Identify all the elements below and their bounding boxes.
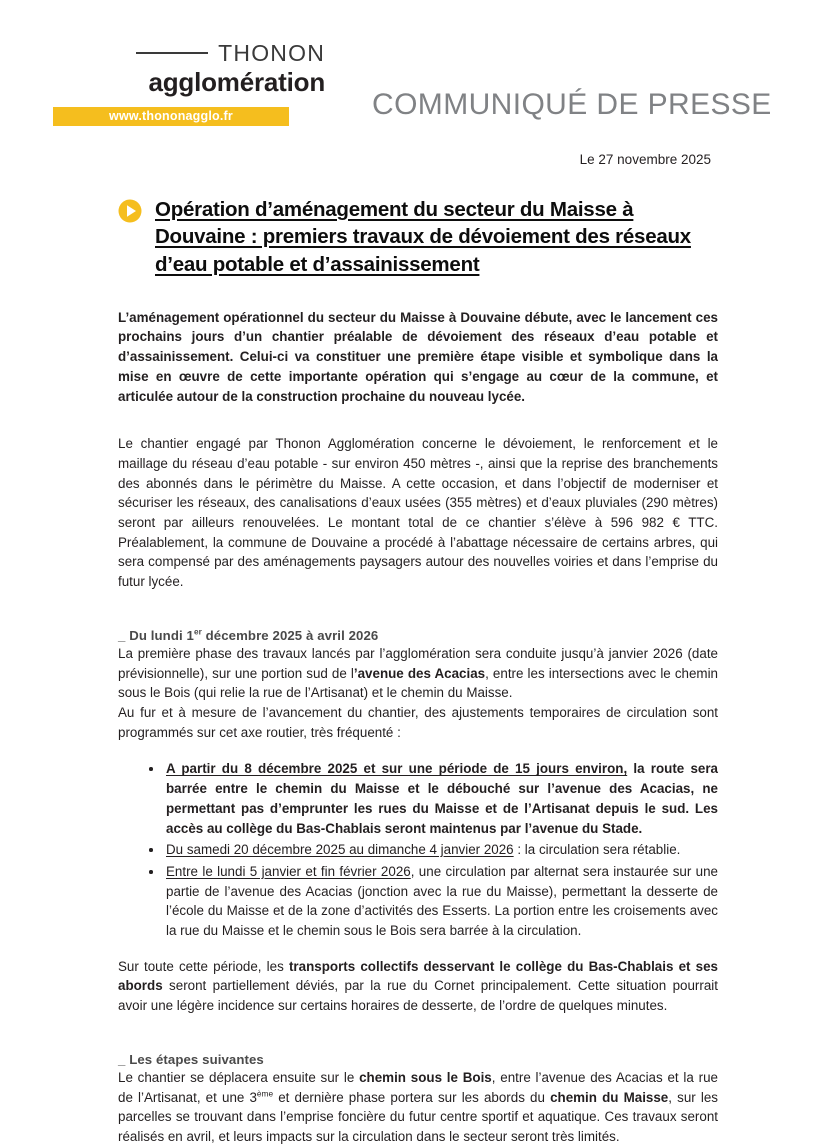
page-title-line-3: d’eau potable et d’assainissement	[155, 252, 480, 276]
bullet-2-date-range: Du samedi 20 décembre 2025 au dimanche 4 janvier 2026	[166, 842, 514, 858]
paragraph-public-transport	[118, 957, 718, 1016]
spacer	[118, 1033, 718, 1052]
bullet-3-date-range: Entre le lundi 5 janvier et fin février 2026	[166, 863, 411, 879]
bullet-2-description: : la circulation sera rétablie.	[513, 842, 681, 858]
section-heading-phase-1	[118, 628, 718, 643]
next-steps-part-3: et dernière phase portera sur les abords du	[273, 1089, 551, 1105]
phase-1-text-part-2: , entre les intersections avec le chemin sous le Bois (qui relie la rue de l’Artisanat) et le chemin du Maisse.	[118, 665, 719, 701]
section-heading-next-steps: _ Les étapes suivantes	[118, 1051, 264, 1067]
section-heading-prefix: _ Du lundi 1	[118, 627, 194, 643]
phase-1-text-part-1: La première phase des travaux lancés par l’agglomération sera conduite jusqu’à janvier 2026 (date prévisionnelle), sur une portion sud de l	[118, 645, 718, 681]
thonon-agglomeration-logo	[47, 40, 337, 126]
lead-paragraph: L’aménagement opérationnel du secteur du Maisse à Douvaine débute, avec le lancement ces prochains jours d’un chantier préalable de dévoiement des réseaux d’eau potable et d’assainissement. Celui-ci va constituer une première étape visible et symbolique dans la mise en œuvre de cette importante opération qui s’engage au cœur de la commune, et articulée autour de la construction prochaine du nouveau lycée.	[118, 309, 718, 404]
bullet-1-date-range: A partir du 8 décembre 2025 et sur une période de 15 jours environ,	[166, 761, 628, 777]
document-type-heading: COMMUNIQUÉ DE PRESSE	[372, 88, 772, 121]
document-date: Le 27 novembre 2025	[579, 152, 711, 167]
traffic-schedule-list	[118, 759, 718, 940]
transport-highlight: transports collectifs desservant le collège du Bas-Chablais et ses abords	[118, 958, 718, 994]
logo-top-line	[47, 40, 337, 66]
paragraph-phase-1-detail	[118, 644, 718, 703]
logo-website-url: www.thononagglo.fr	[109, 109, 233, 124]
list-item	[166, 759, 718, 838]
page-title-line-2: Douvaine : premiers travaux de dévoiement des réseaux	[155, 225, 691, 249]
next-steps-street-2: chemin du Maisse	[550, 1089, 669, 1105]
logo-name-agglomeration: agglomération	[148, 67, 325, 97]
bullet-3-description: , une circulation par alternat sera instaurée sur une partie de l’avenue des Acacias (jonction avec la rue du Maisse), permettant la desserte de l’école du Maisse et de la zone d’activités des Esserts. La portion entre les croisements avec la rue du Maisse et le chemin sous le Bois sera barrée à la circulation.	[166, 863, 718, 939]
logo-url-bar	[53, 107, 289, 126]
document-body	[118, 196, 718, 1147]
page-title	[155, 196, 718, 278]
bullet-1-description: la route sera barrée entre le chemin du Maisse et le débouché sur l’avenue des Acacias, ne permettant pas d’emprunter les rues du Maisse et de l’Artisanat depuis le sud. Les accès au collège du Bas-Chablais seront maintenus par l’avenue du Stade.	[166, 761, 718, 836]
transport-text-part-2: seront partiellement déviés, par la rue du Cornet principalement. Cette situation pourrait avoir une légère incidence sur certains horaires de desserte, de l’ordre de quelques minutes.	[118, 978, 718, 1014]
next-steps-part-2: , entre l’avenue des Acacias et la rue de l’Artisanat, et une 3	[118, 1069, 718, 1105]
list-item	[166, 840, 718, 860]
paragraph-project-scope: Le chantier engagé par Thonon Agglomération concerne le dévoiement, le renforcement et le maillage du réseau d’eau potable - sur environ 450 mètres -, ainsi que la reprise des branchements des abonnés dans le périmètre du Maisse. A cette occasion, et dans l’objectif de moderniser et sécuriser les réseaux, des canalisations d’eaux usées (355 mètres) et d’eaux pluviales (290 mètres) seront par ailleurs renouvelées. Le montant total de ce chantier s’élève à 596 982 € TTC. Préalablement, la commune de Douvaine a procédé à l’abattage nécessaire de certains arbres, qui sera compensé par des aménagements paysagers autour des nouvelles voiries et dans l’emprise du futur lycée.	[118, 436, 718, 590]
paragraph-traffic-adjustments: Au fur et à mesure de l’avancement du chantier, des ajustements temporaires de circulation sont programmés sur cet axe routier, très fréquenté :	[118, 705, 718, 740]
next-steps-superscript: ème	[256, 1088, 274, 1099]
list-item	[166, 862, 718, 941]
next-steps-street-1: chemin sous le Bois	[359, 1069, 492, 1085]
next-steps-part-1: Le chantier se déplacera ensuite sur le	[118, 1069, 360, 1085]
section-heading-suffix: décembre 2025 à avril 2026	[201, 627, 379, 643]
next-steps-part-4: , sur les parcelles se trouvant dans l’emprise foncière du futur centre sportif et aquatique. Ces travaux seront réalisés en avril, et leurs impacts sur la circulation dans le secteur seront très limités.	[118, 1089, 718, 1144]
section-heading-superscript: er	[193, 627, 202, 637]
paragraph-next-steps	[118, 1068, 718, 1147]
phase-1-street-name: ’avenue des Acacias	[353, 665, 486, 681]
page-title-line-1: Opération d’aménagement du secteur du Maisse à	[155, 198, 634, 221]
logo-name-thonon: THONON	[218, 39, 325, 66]
spacer	[118, 423, 718, 434]
document-header	[0, 40, 834, 180]
spacer	[118, 609, 718, 628]
logo-rule-icon	[136, 52, 208, 54]
transport-text-part-1: Sur toute cette période, les	[118, 958, 289, 974]
play-circle-icon	[118, 199, 142, 223]
title-block	[118, 196, 718, 278]
